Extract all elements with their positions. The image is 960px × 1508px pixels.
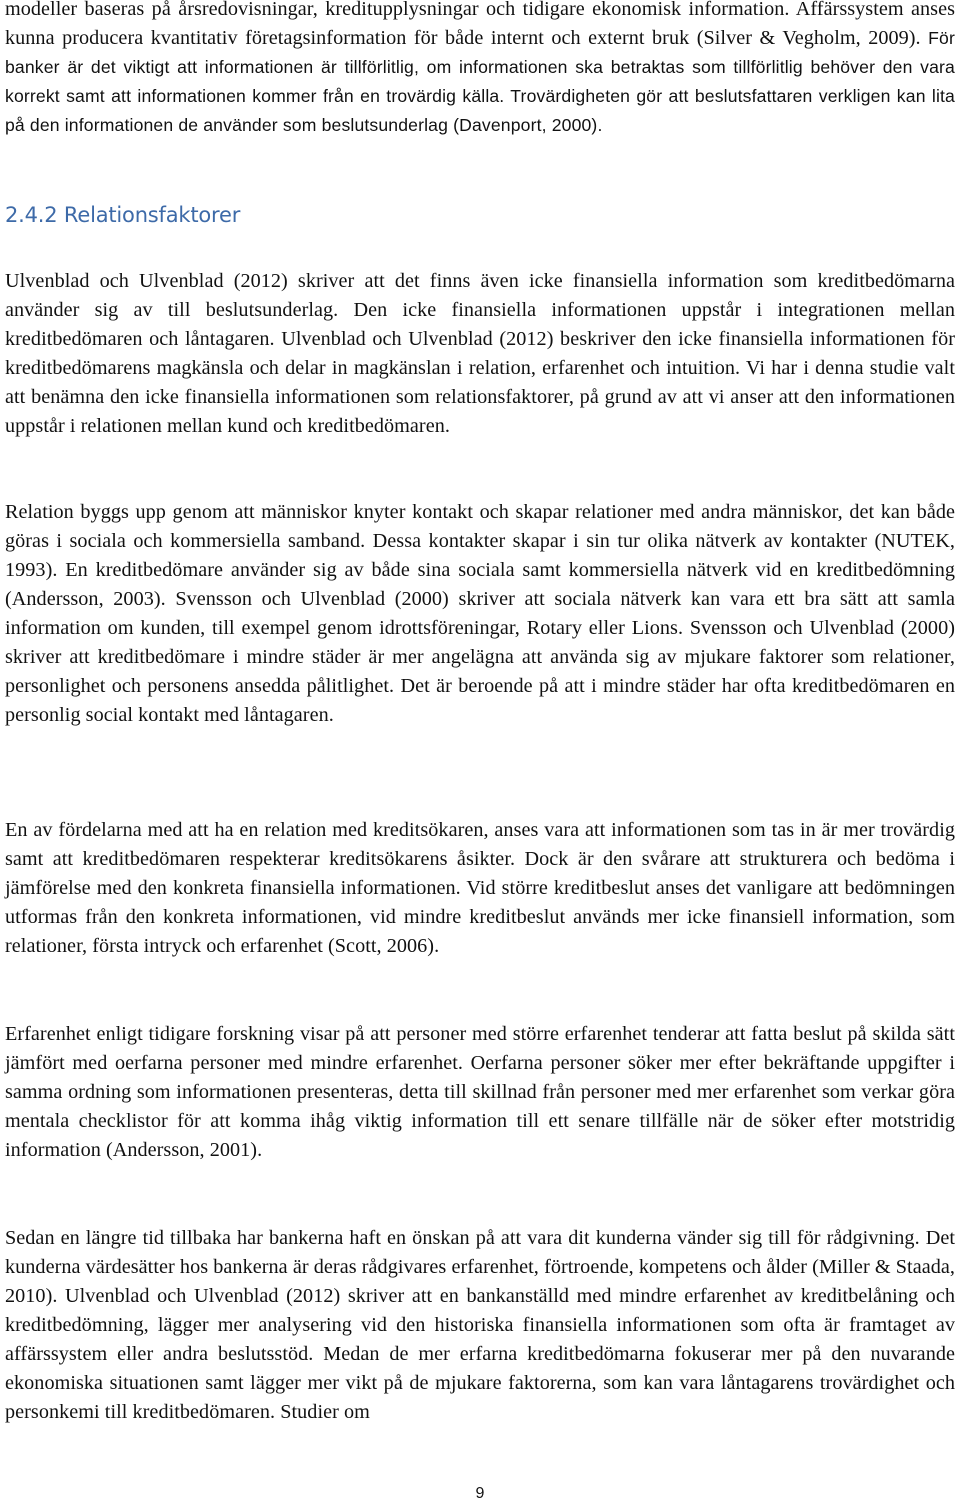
page-number: 9 [475, 1485, 485, 1502]
body-paragraph-5: Sedan en längre tid tillbaka har bankerna haft en önskan på att vara dit kunderna vänder sig till för rådgivning. Det kunderna värdesätter hos bankerna är deras rådgivares erfarenhet, förtroende, kompetens och ålder (Miller & Staada, 2010). Ulvenblad och Ulvenblad (2012) skriver att en bankanställd med mindre erfarenhet av kreditbelåning och kreditbedömning, lägger mer analysering vid den historiska finansiella informationen som ofta är framtaget av affärssystem eller andra beslutsstöd. Medan de mer erfarna kreditbedömarna fokuserar mer på den nuvarande ekonomiska situationen samt lägger mer vikt på de mjukare faktorerna, som kan vara låntagarens trovärdighet och personkemi till kreditbedömaren. Studier om [5, 1227, 955, 1423]
body-paragraph-1: Ulvenblad och Ulvenblad (2012) skriver att det finns även icke finansiella information som kreditbedömarna använder sig av till beslutsunderlag. Den icke finansiella informationen uppstår i integrationen mellan kreditbedömaren och låntagaren. Ulvenblad och Ulvenblad (2012) beskriver den icke finansiella informationen för kreditbedömarens magkänsla och delar in magkänslan i relation, erfarenhet och intuition. Vi har i denna studie valt att benämna den icke finansiella informationen som relationsfaktorer, på grund av att vi anser att den informationen uppstår i relationen mellan kund och kreditbedömaren. [5, 270, 955, 437]
intro-paragraph [5, 0, 955, 140]
body-paragraph-4: Erfarenhet enligt tidigare forskning visar på att personer med större erfarenhet tenderar att fatta beslut på skilda sätt jämfört med oerfarna personer med mindre erfarenhet. Oerfarna personer söker mer efter bekräftande uppgifter i samma ordning som informationen presenteras, detta till skillnad från personer med mer erfarenhet som verkar göra mentala checklistor för att komma ihåg viktig information till ett senare tillfälle när de söker efter motstridig information (Andersson, 2001). [5, 1023, 955, 1161]
intro-serif-text: modeller baseras på årsredovisningar, kreditupplysningar och tidigare ekonomisk information. Affärssystem anses kunna producera kvantitativ företagsinformation för både internt och externt bruk (Silver & Vegholm, 2009). [5, 0, 955, 49]
body-paragraph-2: Relation byggs upp genom att människor knyter kontakt och skapar relationer med andra människor, det kan både göras i sociala och kommersiella samband. Dessa kontakter skapar i sin tur olika nätverk av kontakter (NUTEK, 1993). En kreditbedömare använder sig av både sina sociala samt kommersiella nätverk vid en kreditbedömning (Andersson, 2003). Svensson och Ulvenblad (2000) skriver att sociala nätverk kan vara ett bra sätt att samla information om kunden, till exempel genom idrottsföreningar, Rotary eller Lions. Svensson och Ulvenblad (2000) skriver att kreditbedömare i mindre städer är mer angelägna att använda sig av mjukare faktorer som relationer, personlighet och personens ansedda pålitlighet. Det är beroende på att i mindre städer har ofta kreditbedömaren en personlig social kontakt med låntagaren. [5, 501, 955, 726]
intro-sans-text: För banker är det viktigt att informationen är tillförlitlig, om informationen ska betraktas som tillförlitlig behöver den vara korrekt samt att informationen kommer från en trovärdig källa. Trovärdigheten gör att beslutsfattaren verkligen kan lita på den informationen de använder som beslutsunderlag (Davenport, 2000). [5, 28, 955, 135]
body-paragraph-3: En av fördelarna med att ha en relation med kreditsökaren, anses vara att informationen som tas in är mer trovärdig samt att kreditbedömaren respekterar kreditsökarens åsikter. Dock är den svårare att strukturera och bedöma i jämförelse med den konkreta finansiella informationen. Vid större kreditbeslut anses det vanligare att bedömningen utformas från den konkreta informationen, vid mindre kreditbeslut används mer icke finansiell information, som relationer, första intryck och erfarenhet (Scott, 2006). [5, 819, 955, 957]
section-heading: 2.4.2 Relationsfaktorer [5, 203, 241, 227]
